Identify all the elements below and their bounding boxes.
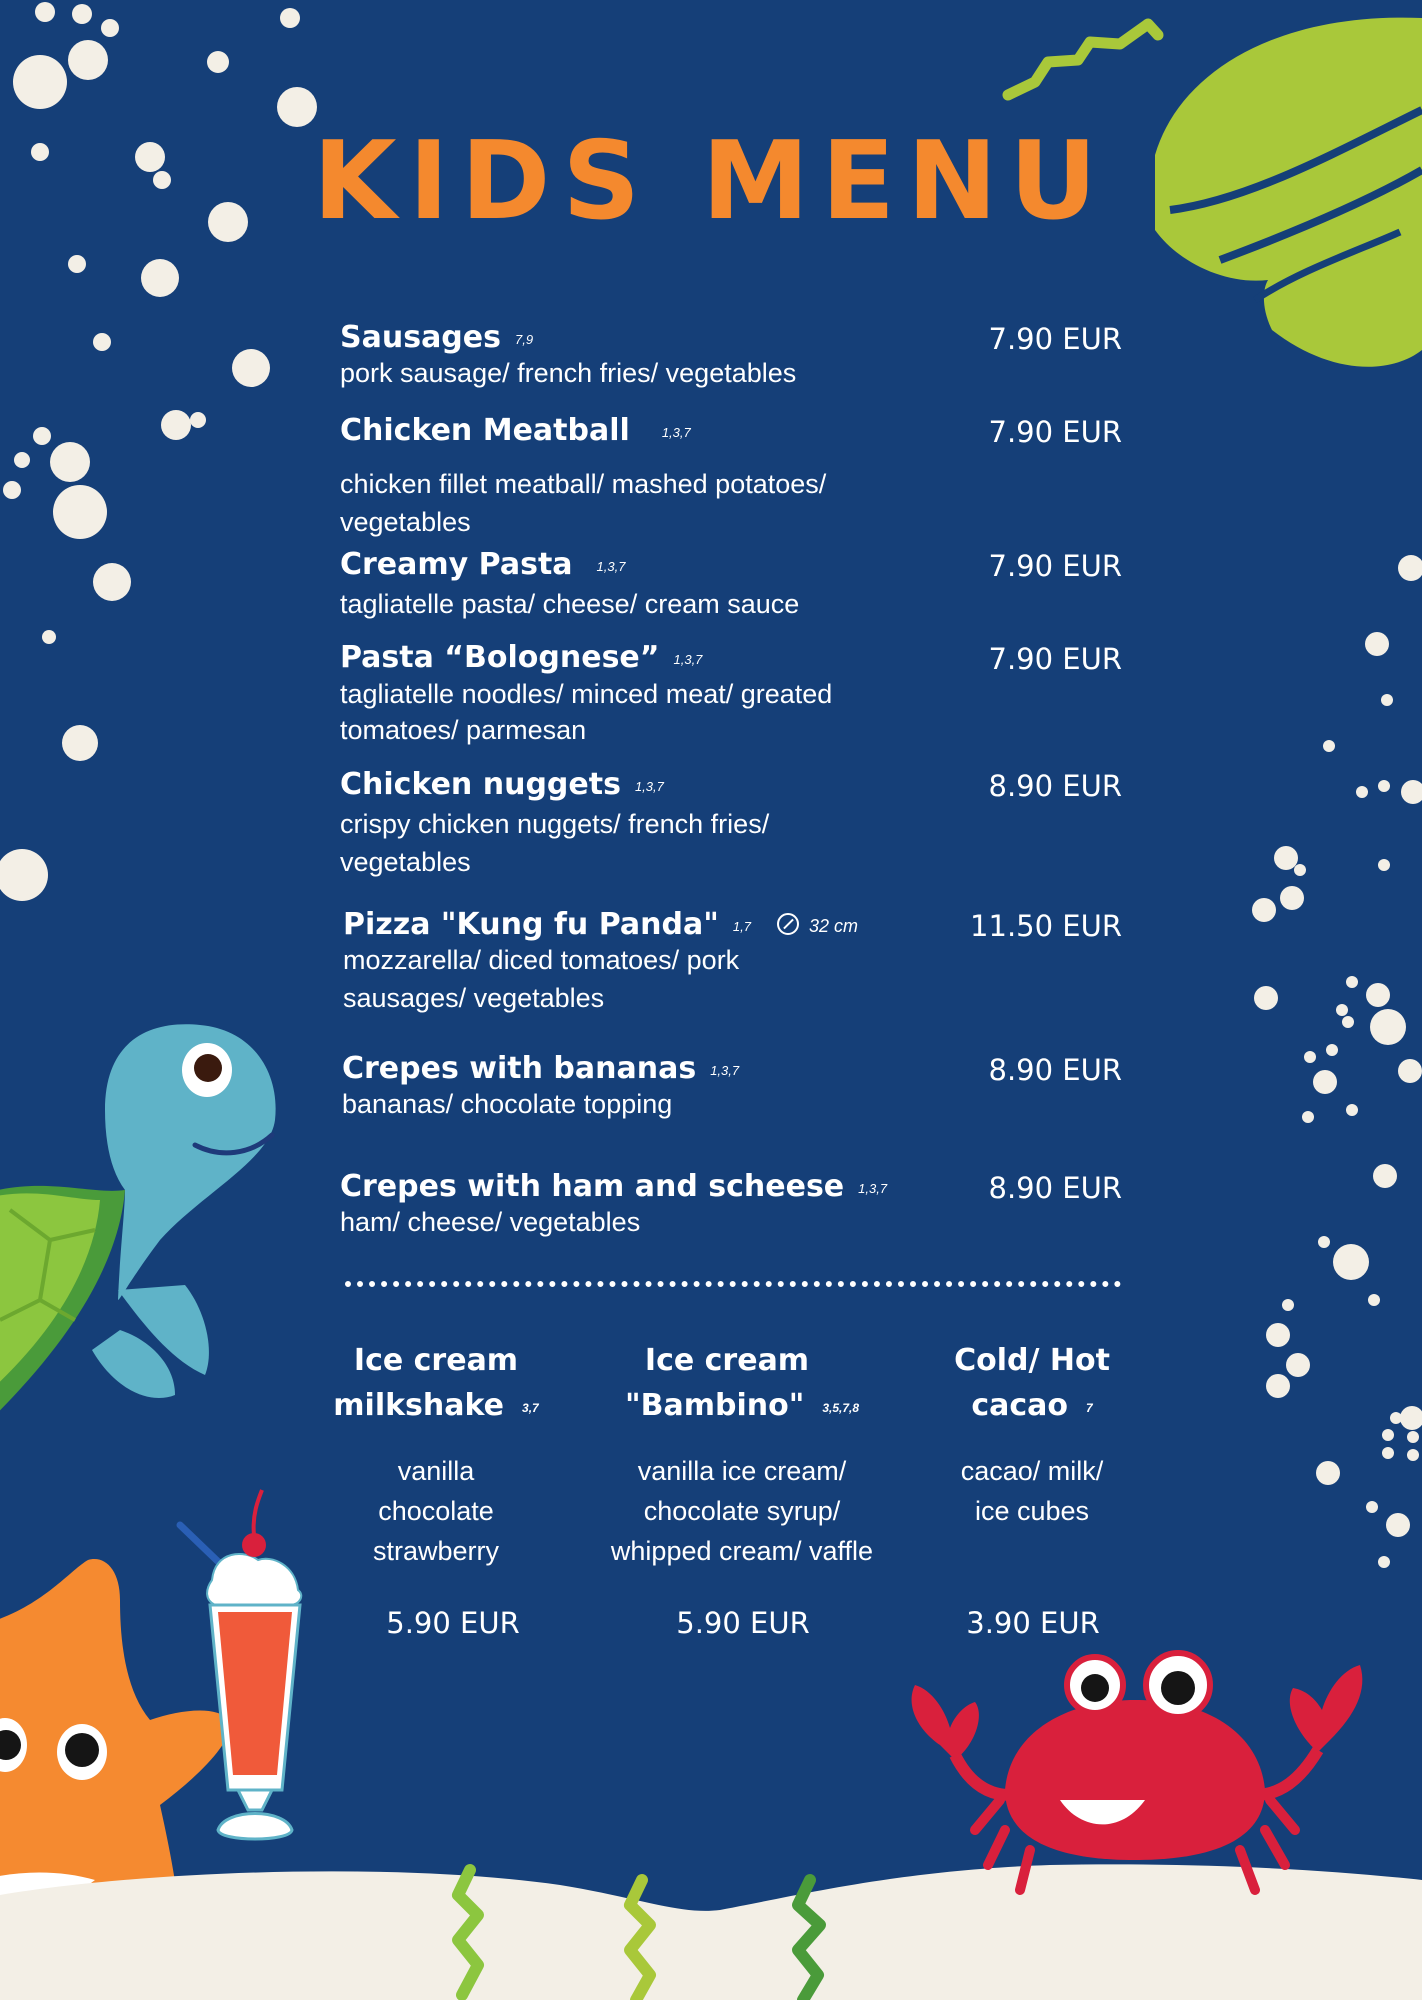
item-name: Sausages xyxy=(340,320,501,355)
bubble xyxy=(277,87,317,127)
bubble xyxy=(1366,1501,1378,1513)
bubble xyxy=(1382,1429,1394,1441)
item-price: 8.90 EUR xyxy=(988,1053,1122,1087)
bubble xyxy=(1252,898,1276,922)
item-price: 7.90 EUR xyxy=(988,549,1122,583)
drink-desc-line: chocolate syrup/ xyxy=(643,1496,841,1526)
bubble xyxy=(1318,1236,1330,1248)
pizza-size xyxy=(777,916,858,936)
drink-ice-cream-bambino xyxy=(592,1338,892,1571)
bubble xyxy=(1282,1299,1294,1311)
section-divider xyxy=(345,1281,1121,1287)
item-description: pork sausage/ french fries/ vegetables xyxy=(340,358,797,388)
bubble xyxy=(1366,983,1390,1007)
item-allergens: 7,9 xyxy=(515,332,534,347)
menu-item-crepes-ham-cheese xyxy=(340,1169,1122,1241)
drink-name-line2: "Bambino" xyxy=(624,1388,805,1423)
bubble xyxy=(1346,976,1358,988)
bubble xyxy=(1326,1044,1338,1056)
pizza-size-value: 32 cm xyxy=(808,916,858,936)
bubble xyxy=(1266,1374,1290,1398)
bubble xyxy=(1378,859,1390,871)
crab-icon xyxy=(912,1653,1363,1890)
drink-description xyxy=(592,1451,892,1571)
item-price: 7.90 EUR xyxy=(988,322,1122,356)
bubble xyxy=(0,849,48,901)
item-allergens: 1,3,7 xyxy=(661,425,691,440)
drink-name-line1: Ice cream xyxy=(353,1343,519,1378)
bubble xyxy=(1398,555,1422,581)
bubble xyxy=(1398,1059,1422,1083)
bubble xyxy=(190,412,206,428)
bubble xyxy=(53,485,107,539)
drink-cold-hot-cacao xyxy=(907,1338,1157,1531)
menu-item-chicken-meatball xyxy=(340,413,1122,541)
item-price: 7.90 EUR xyxy=(988,415,1122,449)
item-description: crispy chicken nuggets/ french fries/ vegetables xyxy=(340,809,770,877)
bubble xyxy=(72,4,92,24)
bubble xyxy=(1254,986,1278,1010)
diameter-icon xyxy=(777,913,799,935)
bubble xyxy=(42,630,56,644)
drink-description xyxy=(907,1451,1157,1531)
bubble xyxy=(1381,694,1393,706)
bubble xyxy=(1373,1164,1397,1188)
bubble xyxy=(1407,1431,1419,1443)
item-allergens: 1,3,7 xyxy=(673,652,703,667)
drink-allergens: 3,5,7,8 xyxy=(822,1401,860,1415)
item-allergens: 1,3,7 xyxy=(596,559,626,574)
bubble xyxy=(1313,1070,1337,1094)
drink-price: 5.90 EUR xyxy=(386,1606,520,1640)
bubble xyxy=(68,40,108,80)
item-name: Crepes with ham and scheese xyxy=(340,1169,845,1204)
bubble xyxy=(1323,740,1335,752)
bubble xyxy=(141,259,179,297)
bubble xyxy=(68,255,86,273)
item-price: 8.90 EUR xyxy=(988,769,1122,803)
bubble xyxy=(50,442,90,482)
bubble xyxy=(280,8,300,28)
zigzag-icon xyxy=(1008,24,1158,95)
drink-price: 5.90 EUR xyxy=(676,1606,810,1640)
item-allergens: 1,7 xyxy=(732,919,751,934)
bubble xyxy=(33,427,51,445)
item-name: Crepes with bananas xyxy=(342,1051,697,1086)
drink-desc-line: vanilla xyxy=(397,1456,475,1486)
drink-name-line1: Cold/ Hot xyxy=(954,1343,1110,1378)
item-description: ham/ cheese/ vegetables xyxy=(340,1207,641,1237)
drink-desc-line: whipped cream/ vaffle xyxy=(610,1536,874,1566)
turtle-icon xyxy=(0,1024,276,1430)
bubble xyxy=(14,452,30,468)
menu-item-crepes-bananas xyxy=(340,1051,1122,1123)
drink-allergens: 3,7 xyxy=(522,1401,539,1415)
menu-title: KIDS MENU xyxy=(312,119,1110,244)
bubble xyxy=(13,55,67,109)
bubble xyxy=(1304,1051,1316,1063)
bubble xyxy=(1286,1353,1310,1377)
bubble xyxy=(62,725,98,761)
milkshake-icon xyxy=(180,1490,301,1839)
bubble xyxy=(1346,1104,1358,1116)
menu-item-sausages xyxy=(340,320,1122,392)
drink-price: 3.90 EUR xyxy=(966,1606,1100,1640)
bubble xyxy=(93,563,131,601)
item-description: chicken fillet meatball/ mashed potatoes/ vegetables xyxy=(340,469,827,537)
item-allergens: 1,3,7 xyxy=(858,1181,888,1196)
drink-desc-line: vanilla ice cream/ xyxy=(637,1456,847,1486)
bubble xyxy=(1294,864,1306,876)
bubble xyxy=(1336,1004,1348,1016)
drink-desc-line: chocolate xyxy=(378,1496,494,1526)
menu-item-pasta-bolognese xyxy=(340,640,1122,748)
item-allergens: 1,3,7 xyxy=(710,1063,740,1078)
bubble xyxy=(1356,786,1368,798)
item-name: Chicken Meatball xyxy=(340,413,630,448)
bubble xyxy=(35,2,55,22)
item-name: Pasta “Bolognese” xyxy=(340,640,660,675)
bubble xyxy=(1378,780,1390,792)
drink-name-line2: cacao xyxy=(971,1388,1068,1423)
bubble xyxy=(1316,1461,1340,1485)
menu-item-chicken-nuggets xyxy=(340,767,1122,881)
menu-item-pizza-kung-fu-panda xyxy=(340,907,1122,1017)
bubble xyxy=(207,51,229,73)
item-description: mozzarella/ diced tomatoes/ pork sausages/ vegetables xyxy=(343,945,740,1013)
item-description: bananas/ chocolate topping xyxy=(342,1089,673,1119)
drink-desc-line: ice cubes xyxy=(974,1496,1090,1526)
drink-allergens: 7 xyxy=(1085,1401,1093,1415)
bubble xyxy=(3,481,21,499)
bubble xyxy=(1407,1449,1419,1461)
bubble xyxy=(1386,1513,1410,1537)
item-description: tagliatelle pasta/ cheese/ cream sauce xyxy=(340,589,800,619)
drink-desc-line: cacao/ milk/ xyxy=(960,1456,1104,1486)
drink-desc-line: strawberry xyxy=(372,1536,500,1566)
bubble xyxy=(1368,1294,1380,1306)
bubble xyxy=(161,410,191,440)
bubble xyxy=(1333,1244,1369,1280)
sand-dunes xyxy=(0,1864,1422,2000)
bubble xyxy=(1342,1016,1354,1028)
bubble xyxy=(1365,632,1389,656)
bubble xyxy=(93,333,111,351)
item-allergens: 1,3,7 xyxy=(634,779,664,794)
drink-name-line2: milkshake xyxy=(333,1388,505,1423)
bubble xyxy=(1280,886,1304,910)
item-name: Chicken nuggets xyxy=(340,767,621,802)
bubble xyxy=(101,19,119,37)
bubble xyxy=(1378,1556,1390,1568)
bubble xyxy=(1400,1406,1422,1430)
item-price: 7.90 EUR xyxy=(988,642,1122,676)
bubble xyxy=(1266,1323,1290,1347)
menu-item-creamy-pasta xyxy=(340,547,1122,623)
bubble xyxy=(1382,1447,1394,1459)
item-name: Pizza "Kung fu Panda" xyxy=(343,907,719,942)
bubble xyxy=(232,349,270,387)
bubble xyxy=(1401,780,1422,804)
item-price: 11.50 EUR xyxy=(970,909,1122,943)
drink-description xyxy=(296,1451,576,1571)
drink-name-line1: Ice cream xyxy=(644,1343,810,1378)
bubble xyxy=(1274,846,1298,870)
item-description: tagliatelle noodles/ minced meat/ greated tomatoes/ parmesan xyxy=(340,679,833,745)
item-price: 8.90 EUR xyxy=(988,1171,1122,1205)
drink-ice-cream-milkshake xyxy=(296,1338,576,1571)
bubble xyxy=(1302,1111,1314,1123)
bubble xyxy=(1370,1009,1406,1045)
item-name: Creamy Pasta xyxy=(340,547,573,582)
